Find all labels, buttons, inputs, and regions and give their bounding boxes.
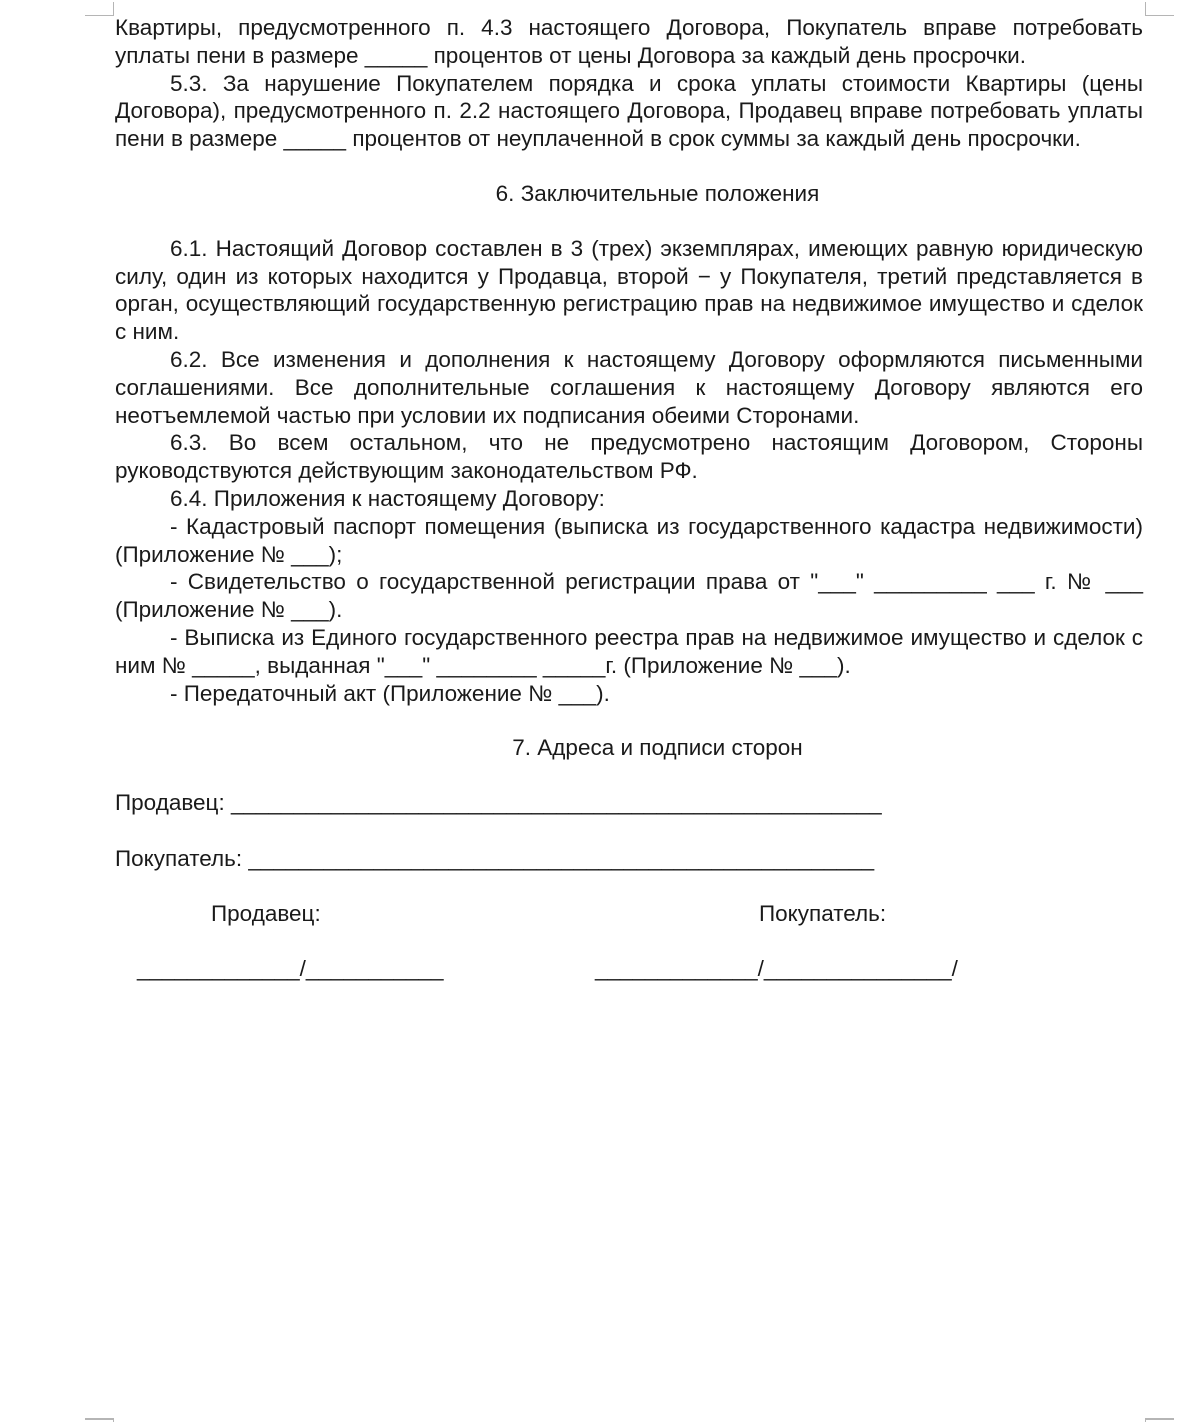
attachment-item-2: - Свидетельство о государственной регистрации права от "___" _________ ___ г. № ___ (Приложение № ___).	[115, 569, 1143, 623]
buyer-signature-label: Покупатель:	[759, 900, 887, 926]
buyer-details-line: Покупатель: __________________________________________________	[115, 845, 875, 871]
page-corner-mark-top-right	[1145, 2, 1174, 16]
paragraph-5-2-continuation: Квартиры, предусмотренного п. 4.3 настоящего Договора, Покупатель вправе потребовать уплаты пени в размере _____ процентов от цены Договора за каждый день просрочки.	[115, 15, 1143, 68]
seller-signature-field: _____________/___________	[137, 955, 444, 981]
paragraph-6-1: 6.1. Настоящий Договор составлен в 3 (трех) экземплярах, имеющих равную юридическую силу, один из которых находится у Продавца, второй − у Покупателя, третий представляется в орган, осуществляющий государственную регистрацию прав на недвижимое имущество и сделок с ним.	[115, 235, 1143, 345]
paragraph-6-2: 6.2. Все изменения и дополнения к настоящему Договору оформляются письменными соглашениями. Все дополнительные соглашения к настоящему Договору являются его неотъемлемой частью при условии их подписания обеими Сторонами.	[115, 346, 1143, 428]
seller-signature-label: Продавец:	[211, 900, 321, 926]
attachment-item-4: - Передаточный акт (Приложение № ___).	[170, 680, 610, 706]
seller-details-line: Продавец: ____________________________________________________	[115, 790, 882, 816]
page-corner-mark-top-left	[85, 2, 114, 16]
paragraph-5-3: 5.3. За нарушение Покупателем порядка и срока уплаты стоимости Квартиры (цены Договора), предусмотренного п. 2.2 настоящего Договора, Продавец вправе потребовать уплаты пени в размере _____ процентов от неуплаченной в срок суммы за каждый день просрочки.	[115, 70, 1143, 152]
paragraph-6-4: 6.4. Приложения к настоящему Договору:	[170, 485, 605, 511]
attachment-item-3: - Выписка из Единого государственного реестра прав на недвижимое имущество и сделок с ним № _____, выданная "___" ________ _____г. (Приложение № ___).	[115, 624, 1143, 678]
attachment-item-1: - Кадастровый паспорт помещения (выписка из государственного кадастра недвижимости) (Приложение № ___);	[115, 513, 1143, 567]
section-6-heading: 6. Заключительные положения	[495, 180, 820, 206]
paragraph-6-3: 6.3. Во всем остальном, что не предусмотрено настоящим Договором, Стороны руководствуются действующим законодательством РФ.	[115, 430, 1143, 484]
signature-block	[115, 900, 1143, 1010]
section-7-heading: 7. Адреса и подписи сторон	[512, 735, 803, 761]
page-corner-mark-bottom-right	[1145, 1418, 1174, 1422]
page-corner-mark-bottom-left	[85, 1418, 114, 1422]
document-page	[115, 14, 1143, 1010]
buyer-signature-field: _____________/_______________/	[595, 955, 958, 981]
